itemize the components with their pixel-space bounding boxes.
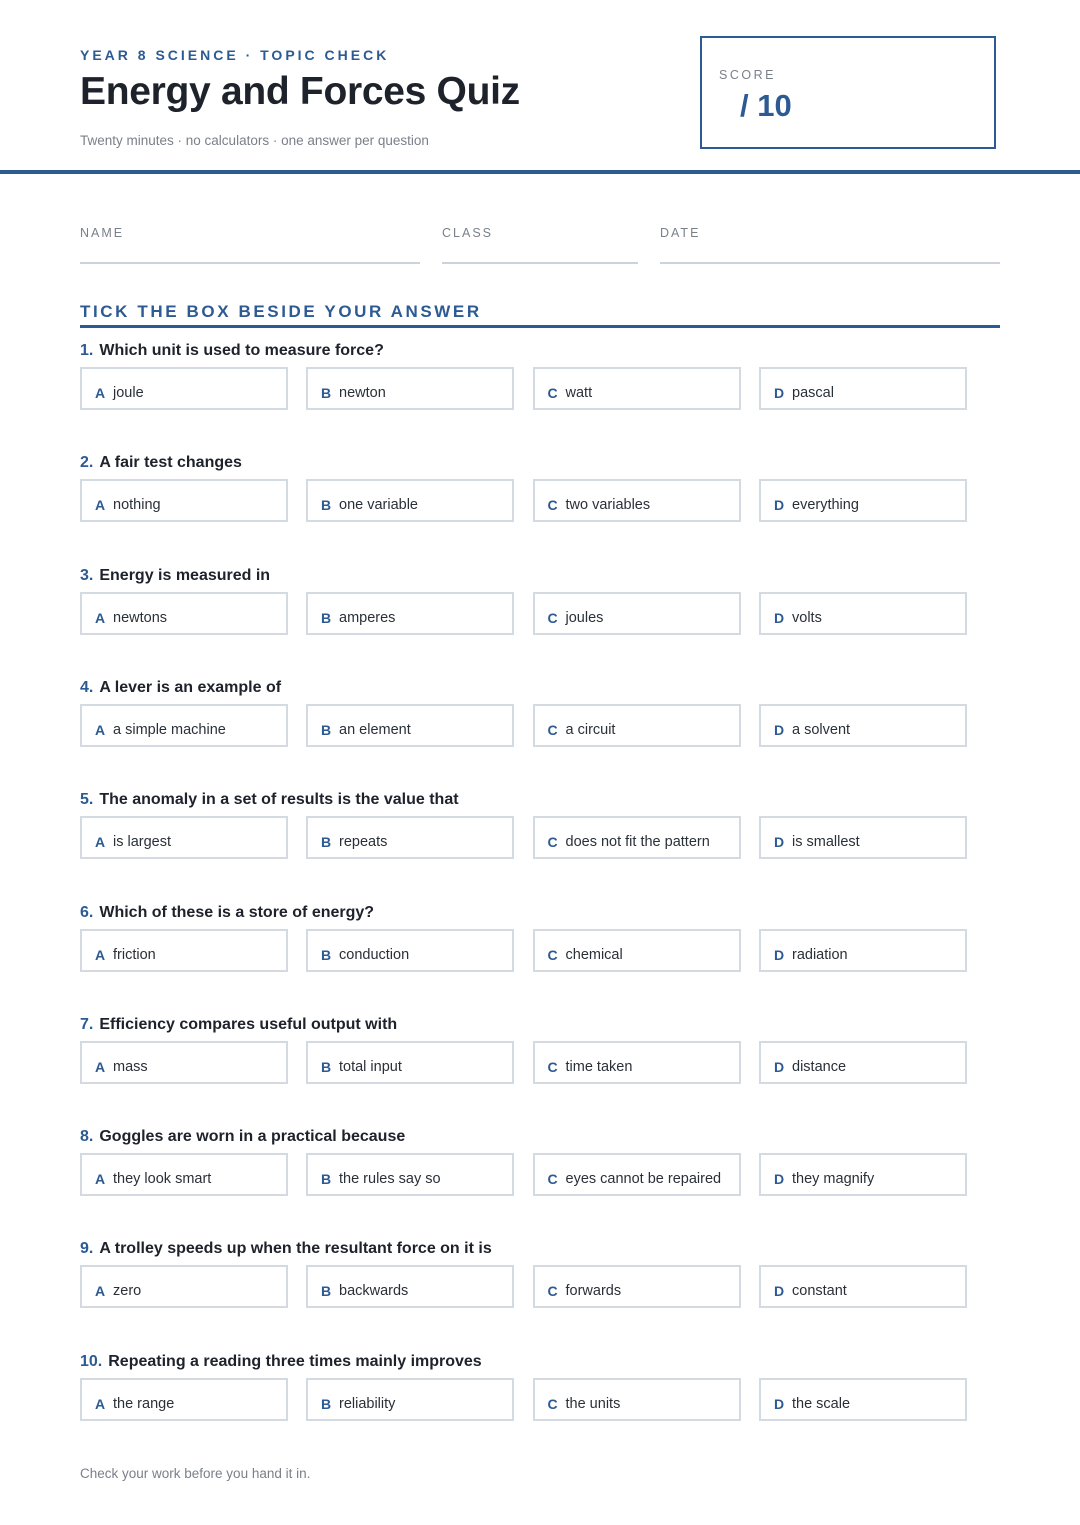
date-field[interactable] xyxy=(660,226,1000,264)
course-kicker: YEAR 8 SCIENCE · TOPIC CHECK xyxy=(80,47,390,63)
option-letter: D xyxy=(774,385,785,401)
option-letter: B xyxy=(321,385,332,401)
option-letter: B xyxy=(321,1058,332,1075)
answer-option-d[interactable] xyxy=(759,929,967,972)
answer-option-c[interactable] xyxy=(533,1265,741,1308)
option-letter: D xyxy=(774,1058,785,1075)
option-letter: A xyxy=(95,497,106,514)
option-text: total input xyxy=(339,1058,402,1075)
option-letter: C xyxy=(547,385,558,401)
option-letter: C xyxy=(547,1058,558,1075)
option-letter: D xyxy=(774,721,785,738)
question-1 xyxy=(80,342,1000,442)
option-letter: A xyxy=(95,946,106,963)
option-letter: B xyxy=(321,721,332,738)
option-text: backwards xyxy=(339,1283,409,1300)
question-text xyxy=(80,904,374,922)
answer-option-b[interactable] xyxy=(306,1378,514,1421)
answer-option-b[interactable] xyxy=(306,929,514,972)
option-text: time taken xyxy=(565,1058,633,1075)
answer-option-d[interactable] xyxy=(759,704,967,747)
answer-option-a[interactable] xyxy=(80,704,288,747)
answer-option-c[interactable] xyxy=(533,1041,741,1084)
option-text: chemical xyxy=(565,946,623,963)
option-letter: B xyxy=(321,1395,332,1412)
question-prompt: Goggles are worn in a practical because xyxy=(99,1128,406,1146)
answer-option-c[interactable] xyxy=(533,367,741,410)
question-number: 7. xyxy=(80,1015,94,1033)
score-value: / 10 xyxy=(740,88,792,123)
option-text: one variable xyxy=(339,497,418,514)
option-letter: C xyxy=(547,497,558,514)
answer-option-a[interactable] xyxy=(80,367,288,410)
answer-option-b[interactable] xyxy=(306,592,514,635)
question-2 xyxy=(80,454,1000,554)
option-text: the scale xyxy=(792,1395,851,1412)
option-text: repeats xyxy=(339,834,388,851)
option-text: the units xyxy=(565,1395,621,1412)
question-9 xyxy=(80,1240,1000,1340)
class-field-label: CLASS xyxy=(442,226,493,240)
answer-option-c[interactable] xyxy=(533,929,741,972)
question-prompt: A fair test changes xyxy=(99,454,242,472)
option-letter: D xyxy=(774,1395,785,1412)
question-text xyxy=(80,454,242,472)
option-letter: C xyxy=(547,609,558,626)
option-letter: A xyxy=(95,385,106,401)
question-text xyxy=(80,1016,397,1034)
question-number: 5. xyxy=(80,791,94,809)
option-text: they magnify xyxy=(792,1171,875,1188)
option-text: is largest xyxy=(113,834,172,851)
answer-option-d[interactable] xyxy=(759,1153,967,1196)
question-number: 4. xyxy=(80,678,94,696)
answer-option-a[interactable] xyxy=(80,929,288,972)
answer-option-a[interactable] xyxy=(80,592,288,635)
answer-option-a[interactable] xyxy=(80,479,288,522)
answer-option-c[interactable] xyxy=(533,816,741,859)
question-prompt: A trolley speeds up when the resultant force on it is xyxy=(99,1240,492,1258)
option-text: is smallest xyxy=(792,834,860,851)
question-4 xyxy=(80,679,1000,779)
option-letter: B xyxy=(321,1283,332,1300)
option-text: a circuit xyxy=(565,721,616,738)
answer-option-c[interactable] xyxy=(533,1378,741,1421)
option-letter: C xyxy=(547,1283,558,1300)
option-text: joules xyxy=(565,609,604,626)
section-title: TICK THE BOX BESIDE YOUR ANSWER xyxy=(80,302,482,321)
option-letter: A xyxy=(95,834,106,851)
answer-option-b[interactable] xyxy=(306,479,514,522)
option-text: eyes cannot be repaired xyxy=(565,1171,722,1188)
question-3 xyxy=(80,567,1000,667)
option-text: amperes xyxy=(339,609,396,626)
question-8 xyxy=(80,1128,1000,1228)
option-letter: D xyxy=(774,834,785,851)
answer-option-b[interactable] xyxy=(306,1265,514,1308)
question-number: 10. xyxy=(80,1352,103,1370)
question-text xyxy=(80,679,281,697)
section-divider xyxy=(80,325,1000,328)
question-text xyxy=(80,1240,492,1258)
option-text: volts xyxy=(792,609,822,626)
option-text: the rules say so xyxy=(339,1171,441,1188)
class-field[interactable] xyxy=(442,226,638,264)
option-text: a simple machine xyxy=(113,721,226,738)
answer-option-d[interactable] xyxy=(759,816,967,859)
option-text: radiation xyxy=(792,946,848,963)
answer-option-d[interactable] xyxy=(759,1265,967,1308)
question-number: 8. xyxy=(80,1128,94,1146)
option-text: two variables xyxy=(565,497,651,514)
option-letter: B xyxy=(321,946,332,963)
option-text: nothing xyxy=(113,497,161,514)
answer-option-a[interactable] xyxy=(80,1041,288,1084)
answer-option-a[interactable] xyxy=(80,1153,288,1196)
option-text: newton xyxy=(339,385,386,401)
option-text: pascal xyxy=(792,385,834,401)
name-field[interactable] xyxy=(80,226,420,264)
option-text: zero xyxy=(113,1283,142,1300)
option-letter: B xyxy=(321,1171,332,1188)
answer-option-c[interactable] xyxy=(533,1153,741,1196)
option-text: a solvent xyxy=(792,721,851,738)
question-7 xyxy=(80,1016,1000,1116)
option-text: an element xyxy=(339,721,411,738)
question-text xyxy=(80,342,384,360)
option-text: the range xyxy=(113,1395,175,1412)
option-text: watt xyxy=(565,385,593,401)
option-letter: D xyxy=(774,946,785,963)
option-letter: A xyxy=(95,1171,106,1188)
option-letter: A xyxy=(95,1283,106,1300)
quiz-header xyxy=(0,0,1080,170)
quiz-instructions: Twenty minutes · no calculators · one answer per question xyxy=(80,133,429,148)
option-text: does not fit the pattern xyxy=(565,834,710,851)
answer-option-d[interactable] xyxy=(759,479,967,522)
question-prompt: Energy is measured in xyxy=(99,566,271,584)
question-text xyxy=(80,1128,405,1146)
date-field-label: DATE xyxy=(660,226,701,240)
option-letter: A xyxy=(95,609,106,626)
answer-option-b[interactable] xyxy=(306,816,514,859)
option-letter: D xyxy=(774,1283,785,1300)
question-prompt: Which of these is a store of energy? xyxy=(99,903,375,921)
question-prompt: A lever is an example of xyxy=(99,678,282,696)
option-letter: C xyxy=(547,1395,558,1412)
option-letter: C xyxy=(547,834,558,851)
score-box[interactable] xyxy=(700,36,996,149)
answer-option-a[interactable] xyxy=(80,1265,288,1308)
option-text: newtons xyxy=(113,609,168,626)
answer-option-b[interactable] xyxy=(306,367,514,410)
answer-option-c[interactable] xyxy=(533,479,741,522)
answer-option-b[interactable] xyxy=(306,1153,514,1196)
question-number: 9. xyxy=(80,1240,94,1258)
score-label: SCORE xyxy=(719,68,776,82)
option-letter: C xyxy=(547,946,558,963)
question-10 xyxy=(80,1353,1000,1453)
question-prompt: Efficiency compares useful output with xyxy=(99,1015,398,1033)
option-letter: B xyxy=(321,834,332,851)
page-title: Energy and Forces Quiz xyxy=(80,70,520,113)
option-text: distance xyxy=(792,1058,847,1075)
question-prompt: The anomaly in a set of results is the value that xyxy=(99,791,459,809)
name-field-label: NAME xyxy=(80,226,125,240)
header-divider xyxy=(0,170,1080,174)
option-letter: D xyxy=(774,497,785,514)
question-text xyxy=(80,567,270,585)
question-number: 6. xyxy=(80,903,94,921)
option-text: they look smart xyxy=(113,1171,212,1188)
option-text: constant xyxy=(792,1283,847,1300)
question-number: 1. xyxy=(80,342,94,359)
option-text: conduction xyxy=(339,946,410,963)
question-number: 2. xyxy=(80,454,94,472)
option-letter: A xyxy=(95,1395,106,1412)
option-text: everything xyxy=(792,497,859,514)
question-prompt: Repeating a reading three times mainly improves xyxy=(108,1352,482,1370)
question-6 xyxy=(80,904,1000,1004)
footer-note: Check your work before you hand it in. xyxy=(80,1466,311,1481)
question-text xyxy=(80,791,459,809)
question-prompt: Which unit is used to measure force? xyxy=(99,342,384,359)
answer-option-d[interactable] xyxy=(759,592,967,635)
answer-option-d[interactable] xyxy=(759,367,967,410)
option-text: reliability xyxy=(339,1395,396,1412)
option-text: forwards xyxy=(565,1283,622,1300)
option-letter: A xyxy=(95,1058,106,1075)
option-letter: B xyxy=(321,609,332,626)
answer-option-a[interactable] xyxy=(80,816,288,859)
answer-option-d[interactable] xyxy=(759,1378,967,1421)
answer-option-a[interactable] xyxy=(80,1378,288,1421)
option-text: joule xyxy=(113,385,144,401)
question-number: 3. xyxy=(80,566,94,584)
option-letter: A xyxy=(95,721,106,738)
answer-option-d[interactable] xyxy=(759,1041,967,1084)
option-text: mass xyxy=(113,1058,148,1075)
option-letter: C xyxy=(547,721,558,738)
answer-option-b[interactable] xyxy=(306,1041,514,1084)
option-letter: D xyxy=(774,1171,785,1188)
option-letter: D xyxy=(774,609,785,626)
answer-option-c[interactable] xyxy=(533,704,741,747)
option-letter: B xyxy=(321,497,332,514)
option-letter: C xyxy=(547,1171,558,1188)
answer-option-c[interactable] xyxy=(533,592,741,635)
question-5 xyxy=(80,791,1000,891)
answer-option-b[interactable] xyxy=(306,704,514,747)
option-text: friction xyxy=(113,946,156,963)
question-text xyxy=(80,1353,482,1371)
